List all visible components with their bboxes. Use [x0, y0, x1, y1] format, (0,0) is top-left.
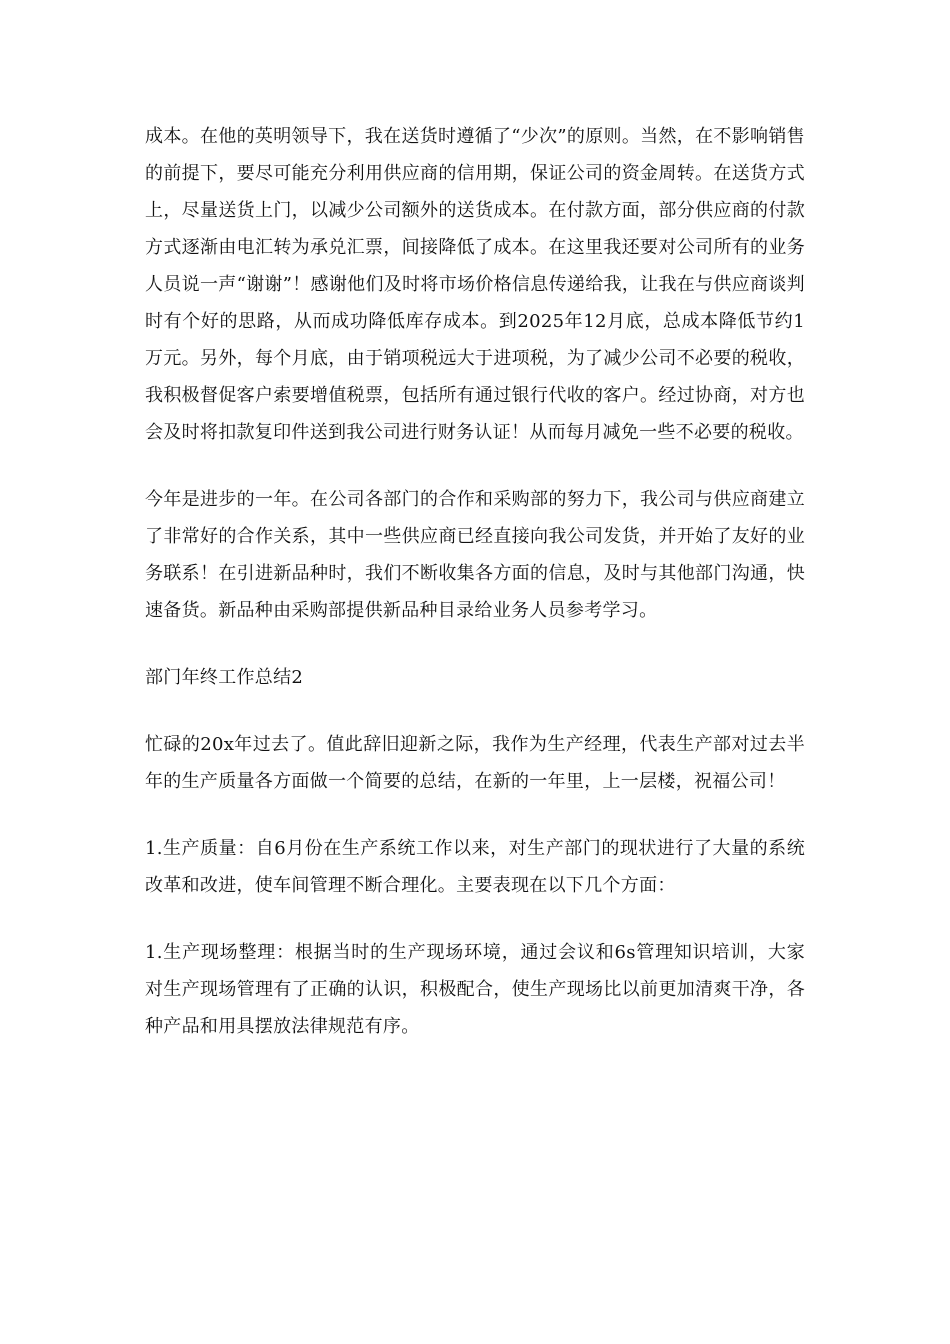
paragraph-production-quality: 1.生产质量：自6月份在生产系统工作以来，对生产部门的现状进行了大量的系统改革和改进，使车间管理不断合理化。主要表现在以下几个方面： — [145, 838, 805, 896]
paragraph-progress-year: 今年是进步的一年。在公司各部门的合作和采购部的努力下，我公司与供应商建立了非常好的合作关系，其中一些供应商已经直接向我公司发货，并开始了友好的业务联系！在引进新品种时，我们不断收集各方面的信息，及时与其他部门沟通，快速备货。新品种由采购部提供新品种目录给业务人员参考学习。 — [145, 489, 805, 621]
section-heading: 部门年终工作总结2 — [145, 667, 304, 688]
document-body — [145, 118, 805, 1045]
paragraph-intro: 忙碌的20x年过去了。值此辞旧迎新之际，我作为生产经理，代表生产部对过去半年的生产质量各方面做一个简要的总结，在新的一年里，上一层楼，祝福公司！ — [145, 734, 805, 792]
paragraph-site-organization: 1.生产现场整理：根据当时的生产现场环境，通过会议和6s管理知识培训，大家对生产现场管理有了正确的认识，积极配合，使生产现场比以前更加清爽干净，各种产品和用具摆放法律规范有序。 — [145, 942, 805, 1037]
paragraph-cost-reduction: 成本。在他的英明领导下，我在送货时遵循了“少次”的原则。当然，在不影响销售的前提下，要尽可能充分利用供应商的信用期，保证公司的资金周转。在送货方式上，尽量送货上门，以减少公司额外的送货成本。在付款方面，部分供应商的付款方式逐渐由电汇转为承兑汇票，间接降低了成本。在这里我还要对公司所有的业务人员说一声“谢谢”！感谢他们及时将市场价格信息传递给我，让我在与供应商谈判时有个好的思路，从而成功降低库存成本。到2025年12月底，总成本降低节约1万元。另外，每个月底，由于销项税远大于进项税，为了减少公司不必要的税收，我积极督促客户索要增值税票，包括所有通过银行代收的客户。经过协商，对方也会及时将扣款复印件送到我公司进行财务认证！从而每月减免一些不必要的税收。 — [145, 126, 805, 443]
